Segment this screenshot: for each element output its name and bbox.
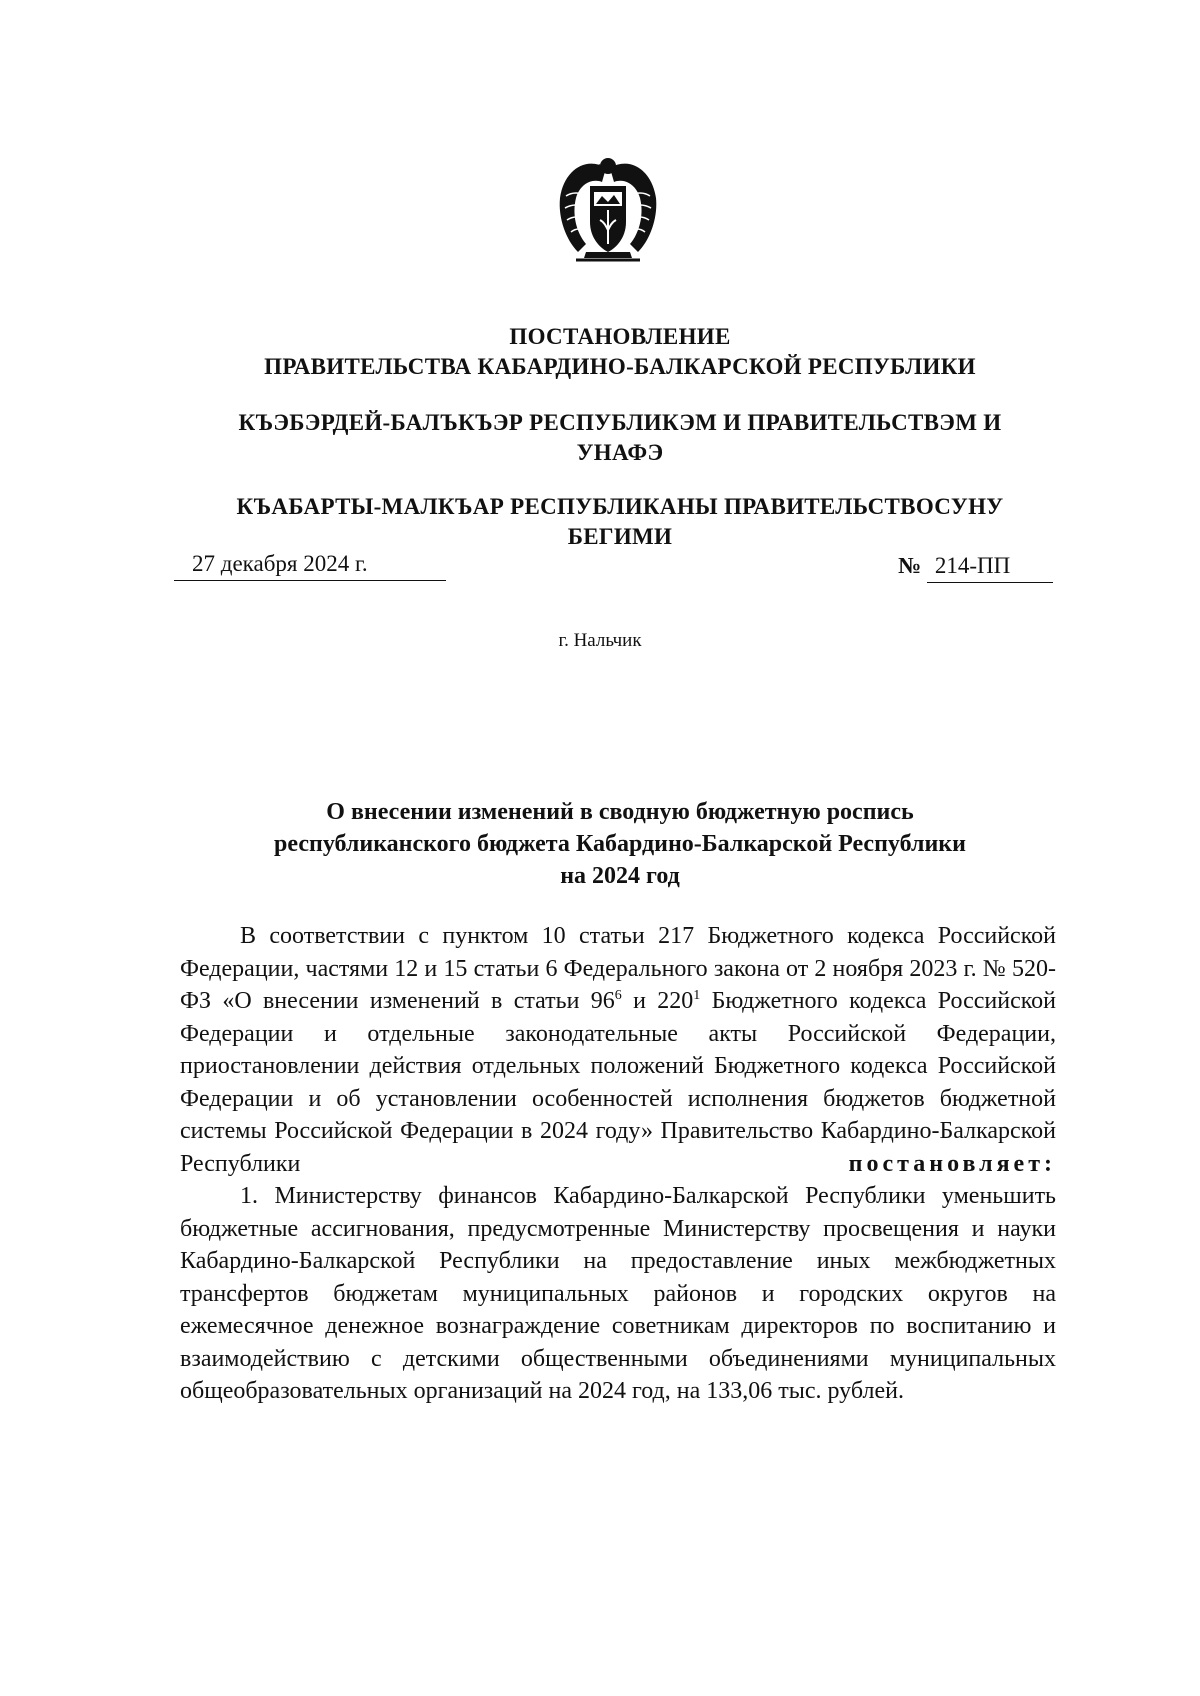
city-name: г. Нальчик xyxy=(558,630,642,651)
balkar-heading-line1: КЪАБАРТЫ-МАЛКЪАР РЕСПУБЛИКАНЫ ПРАВИТЕЛЬСТВОСУНУ xyxy=(236,494,1004,519)
superscript-1: 1 xyxy=(693,988,701,1003)
kabardian-heading-line2: УНАФЭ xyxy=(576,440,664,465)
title-line3: на 2024 год xyxy=(560,863,680,889)
clause-1-paragraph: 1. Министерству финансов Кабардино-Балкарской Республики уменьшить бюджетные ассигнования, предусмотренные Министерству просвещения и науки Кабардино-Балкарской Республики на предоставление иных межбюджетных трансфертов бюджетам муниципальных районов и городских округов на ежемесячное денежное вознаграждение советникам директоров по воспитанию и взаимодействию с детскими общественными объединениями муниципальных общеобразовательных организаций на 2024 год, на 133,06 тыс. рублей. xyxy=(180,1183,1056,1404)
balkar-heading-line2: БЕГИМИ xyxy=(567,524,673,549)
kabardian-heading-line1: КЪЭБЭРДЕЙ-БАЛЪКЪЭР РЕСПУБЛИКЭМ И ПРАВИТЕЛЬСТВЭМ И xyxy=(238,410,1002,435)
number-sign: № xyxy=(898,553,922,578)
balkar-heading xyxy=(180,492,1060,552)
document-number-block xyxy=(898,553,1053,583)
document-body xyxy=(180,920,1056,1408)
document-number: 214-ПП xyxy=(927,553,1053,583)
preamble-text-part1: В соответствии с пунктом 10 статьи 217 Бюджетного кодекса Российской Федерации, частями 12 и 15 статьи 6 Федерального закона от 2 ноября 2023 г. № 520-ФЗ «О внесении изменений в статьи 96 xyxy=(180,923,1056,1014)
coat-of-arms-emblem xyxy=(556,148,660,278)
preamble-text-part2: и 220 xyxy=(621,988,694,1014)
kabardian-heading xyxy=(180,408,1060,468)
preamble-paragraph xyxy=(180,920,1056,1180)
decree-word: постановляет: xyxy=(848,1150,1056,1177)
document-type-heading xyxy=(180,322,1060,382)
superscript-6: 6 xyxy=(614,988,622,1003)
title-line2: республиканского бюджета Кабардино-Балкарской Республики xyxy=(274,831,966,857)
title-line1: О внесении изменений в сводную бюджетную роспись xyxy=(326,799,914,825)
heading-government: ПРАВИТЕЛЬСТВА КАБАРДИНО-БАЛКАРСКОЙ РЕСПУБЛИКИ xyxy=(264,354,976,379)
heading-postanovlenie: ПОСТАНОВЛЕНИЕ xyxy=(509,324,731,349)
document-date: 27 декабря 2024 г. xyxy=(174,551,446,581)
document-title xyxy=(180,796,1060,892)
preamble-text-part3: Бюджетного кодекса Российской Федерации и отдельные законодательные акты Российской Федерации, приостановлении действия отдельных положений Бюджетного кодекса Российской Федерации и об установлении особенностей исполнения бюджетов бюджетной системы Российской Федерации в 2024 году» Правительство Кабардино-Балкарской Республики xyxy=(180,988,1056,1177)
